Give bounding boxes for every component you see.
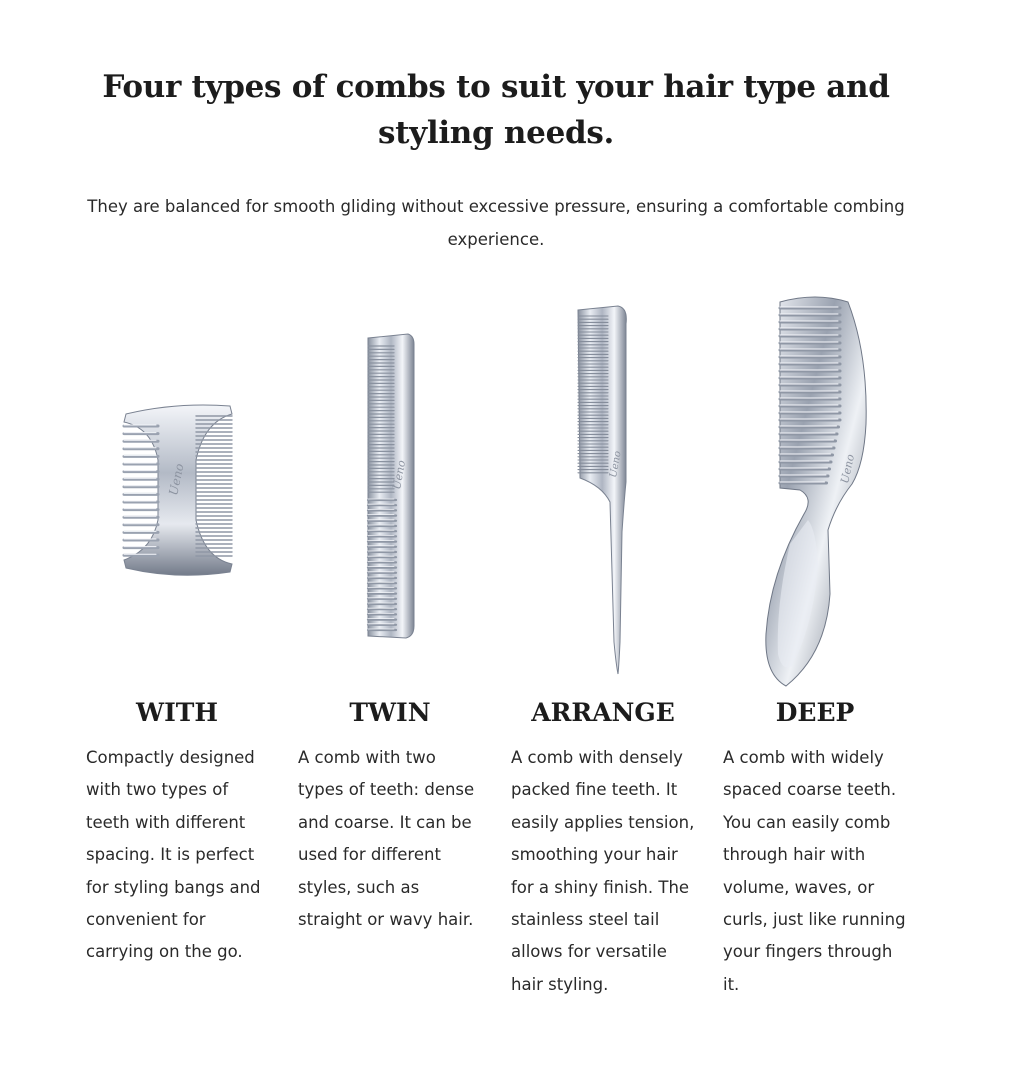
page-title: Four types of combs to suit your hair type and styling needs. [102,69,890,151]
with-comb-engraving: Ueno [166,462,187,497]
arrange-comb-name: ARRANGE [531,698,675,727]
arrange-comb-engraving: Ueno [608,450,624,479]
arrange-comb-image [572,302,636,676]
with-comb-description: Compactly designed with two types of teeth with different spacing. It is perfect for styling bangs and convenient for carrying on the go. [86,748,261,962]
twin-comb-name: TWIN [349,698,431,727]
with-comb-image [118,400,238,580]
twin-comb-engraving: Ueno [390,459,409,491]
twin-comb-description: A comb with two types of teeth: dense and coarse. It can be used for different styles, such as straight or wavy hair. [298,748,475,930]
page-subtitle: They are balanced for smooth gliding without excessive pressure, ensuring a comfortable combing experience. [87,197,905,249]
deep-comb-image [756,294,876,688]
with-comb-name: WITH [136,698,218,727]
deep-comb-description: A comb with widely spaced coarse teeth. You can easily comb through hair with volume, waves, or curls, just like running your fingers through it. [723,748,906,994]
deep-comb-engraving: Ueno [838,453,858,485]
twin-comb-image [360,330,420,642]
arrange-comb-description: A comb with densely packed fine teeth. It easily applies tension, smoothing your hair for a shiny finish. The stainless steel tail allows for versatile hair styling. [511,748,695,994]
deep-comb-name: DEEP [775,698,855,727]
